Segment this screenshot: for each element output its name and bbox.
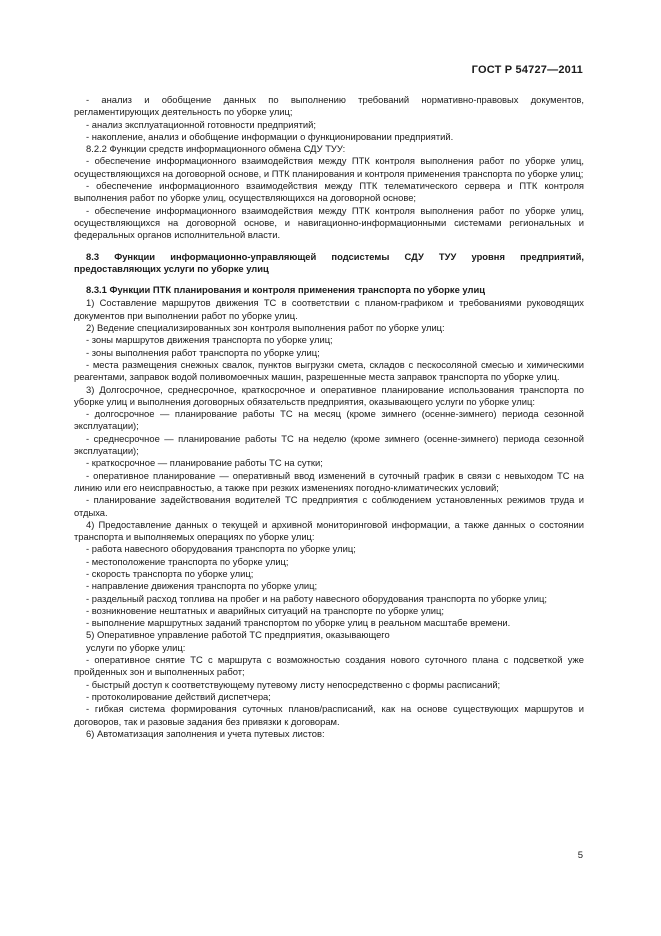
paragraph: - оперативное планирование — оперативный ввод изменений в суточный график в связи с невыходом ТС на линию или его неисправностью, а также при резких изменениях погодно-климатических условий; [74, 469, 584, 493]
paragraph: - зоны выполнения работ транспорта по уборке улиц; [86, 346, 320, 358]
paragraph: - гибкая система формирования суточных планов/расписаний, как на основе существующих маршрутов и договоров, так и разовые задания без привязки к договорам. [74, 703, 584, 727]
paragraph: - долгосрочное — планирование работы ТС на месяц (кроме зимнего (осенне-зимнего) периода сезонной эксплуатации); [74, 408, 584, 432]
paragraph: - протоколирование действий диспетчера; [86, 690, 271, 702]
paragraph: - обеспечение информационного взаимодействия между ПТК телематического сервера и ПТК контроля выполнения работ по уборке улиц, осуществляющихся на договорной основе; [74, 180, 584, 204]
paragraph: - направление движения транспорта по уборке улиц; [86, 580, 318, 592]
paragraph: - анализ и обобщение данных по выполнению требований нормативно-правовых документов, регламентирующих деятельность по уборке улиц; [74, 94, 584, 118]
paragraph: - выполнение маршрутных заданий транспортом по уборке улиц в реальном масштабе времени. [86, 617, 511, 629]
document-body [74, 94, 584, 740]
paragraph: 3) Долгосрочное, среднесрочное, краткосрочное и оперативное планирование использования транспорта по уборке улиц и выполнения договорных обязательств предприятия, оказывающего услуги по уборке улиц: [74, 383, 584, 407]
paragraph: - раздельный расход топлива на пробег и на работу навесного оборудования транспорта по уборке улиц; [86, 592, 547, 604]
paragraph: услуги по уборке улиц: [86, 641, 186, 653]
paragraph: - среднесрочное — планирование работы ТС на неделю (кроме зимнего (осенне-зимнего) периода сезонной эксплуатации); [74, 432, 584, 457]
paragraph: 8.2.2 Функции средств информационного обмена СДУ ТУУ: [86, 143, 346, 155]
paragraph: - местоположение транспорта по уборке улиц; [86, 555, 289, 567]
paragraph: - скорость транспорта по уборке улиц; [86, 567, 254, 579]
paragraph: 2) Ведение специализированных зон контроля выполнения работ по уборке улиц: [86, 322, 445, 334]
paragraph: - планирование задействования водителей ТС предприятия с соблюдением установленных режимов труда и отдыха. [74, 494, 584, 518]
paragraph: 5) Оперативное управление работой ТС предприятия, оказывающего [86, 629, 390, 641]
paragraph: - анализ эксплуатационной готовности предприятий; [86, 118, 316, 130]
paragraph: 6) Автоматизация заполнения и учета путевых листов: [86, 727, 325, 739]
paragraph: - обеспечение информационного взаимодействия между ПТК контроля выполнения работ по уборке улиц, осуществляющихся на договорной основе, и ПТК планирования и контроля применения транспорта по уборке улиц; [74, 155, 584, 179]
paragraph: - краткосрочное — планирование работы ТС на сутки; [86, 457, 323, 469]
document-code-header: ГОСТ Р 54727—2011 [471, 64, 583, 76]
paragraph: - обеспечение информационного взаимодействия между ПТК контроля выполнения работ по уборке улиц, осуществляющихся на договорной основе, и навигационно-информационными системами региональных и федеральных органов исполнительной власти. [74, 204, 584, 241]
subsection-heading: 8.3.1 Функции ПТК планирования и контроля применения транспорта по уборке улиц [86, 284, 485, 296]
paragraph: 1) Составление маршрутов движения ТС в соответствии с планом-графиком и требованиями руководящих документов при выполнении работ по уборке улиц. [74, 297, 584, 321]
paragraph: - оперативное снятие ТС с маршрута с возможностью создания нового суточного плана с подсветкой уже пройденных зон и выполненных работ; [74, 654, 584, 678]
section-heading: 8.3 Функции информационно-управляющей подсистемы СДУ ТУУ уровня предприятий, предоставляющих услуги по уборке улиц [74, 250, 584, 274]
paragraph: - работа навесного оборудования транспорта по уборке улиц; [86, 543, 356, 555]
paragraph: - возникновение нештатных и аварийных ситуаций на транспорте по уборке улиц; [86, 604, 445, 616]
page-number: 5 [577, 850, 583, 861]
paragraph: 4) Предоставление данных о текущей и архивной мониторинговой информации, а также данных о состоянии транспорта и выполняемых операциях по уборке улиц: [74, 518, 584, 543]
paragraph: - зоны маршрутов движения транспорта по уборке улиц; [86, 334, 333, 346]
paragraph: - места размещения снежных свалок, пунктов выгрузки смета, складов с пескосоляной смесью и химическими реагентами, заправок водой поливомоечных машин, разрешенные места заправок транспорта по уборке улиц. [74, 358, 584, 383]
paragraph: - накопление, анализ и обобщение информации о функционировании предприятий. [86, 130, 454, 142]
paragraph: - быстрый доступ к соответствующему путевому листу непосредственно с формы расписаний; [86, 678, 501, 690]
